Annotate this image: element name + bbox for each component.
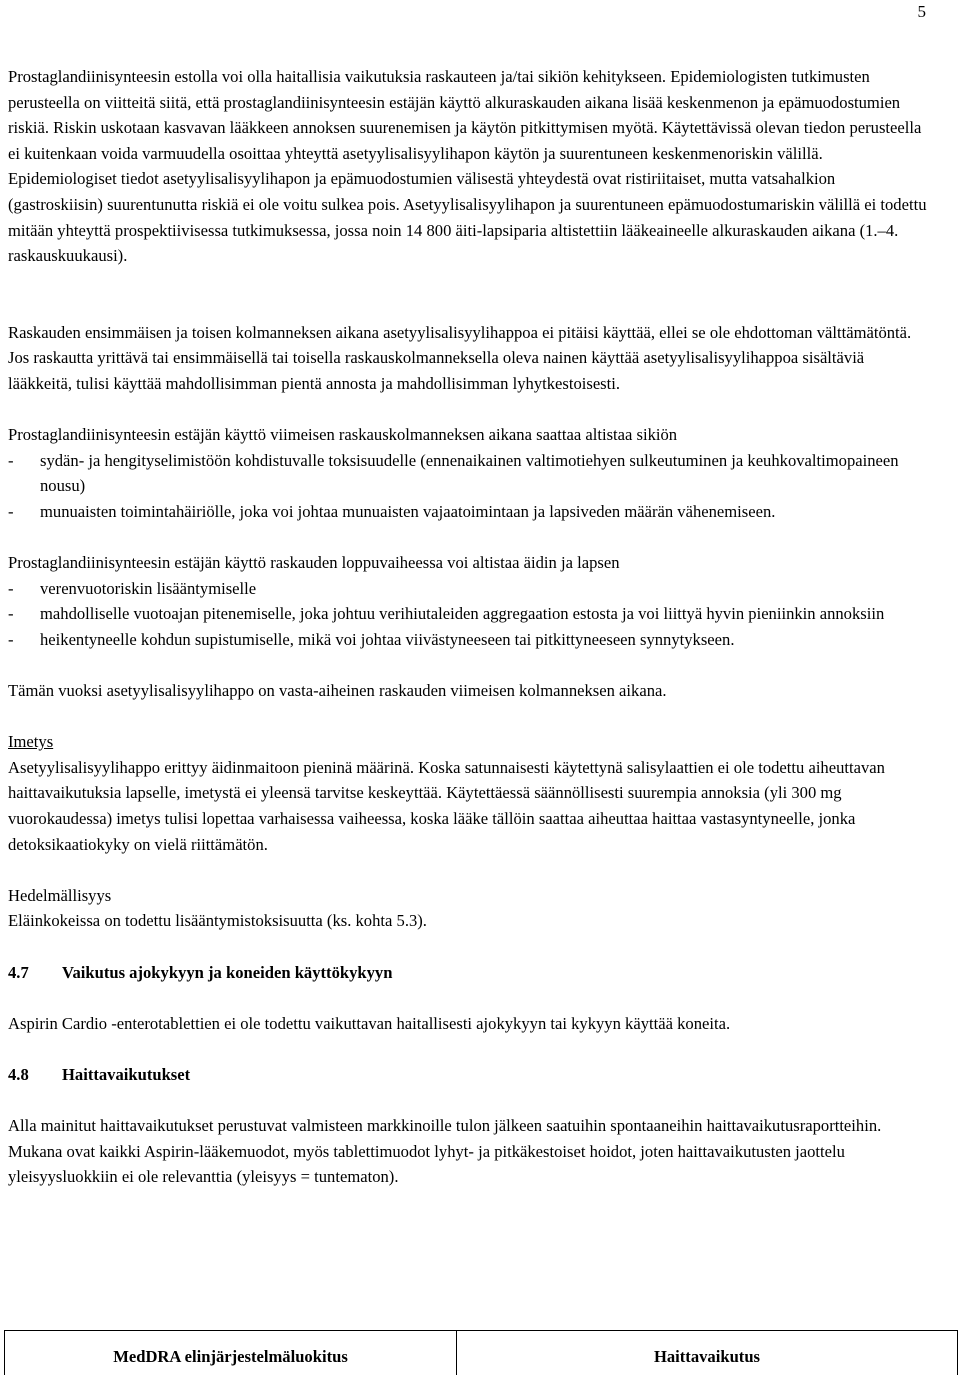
list-item: - heikentyneelle kohdun supistumiselle, mikä voi johtaa viivästyneeseen tai pitkittyneeseen synnytykseen. [8,627,930,653]
page-number: 5 [917,2,926,21]
fetus-risk-list [8,448,930,525]
list-item: - sydän- ja hengityselimistöön kohdistuvalle toksisuudelle (ennenaikainen valtimotiehyen sulkeutuminen ja keuhkovaltimopaineen nousu) [8,448,930,499]
list-dash: - [8,450,14,470]
breastfeeding-text: Asetyylisalisyylihappo erittyy äidinmaitoon pieninä määrinä. Koska satunnaisesti käytettynä salisylaattien ei ole todettu aiheuttavan haittavaikutuksia lapselle, imetystä ei yleensä tarvitse keskeyttää. Käytettäessä säännöllisesti suurempia annoksia (yli 300 mg vuorokaudessa) imetys tulisi lopettaa varhaisessa vaiheessa, koska lääke tällöin saattaa aiheuttaa haittaa vastasyntyneelle, jonka detoksikaatiokyky on vielä riittämätön. [8,757,885,854]
section-title: Vaikutus ajokykyyn ja koneiden käyttökykyyn [62,962,393,982]
section-number: 4.8 [8,1064,29,1084]
table-header-adverse-effect: Haittavaikutus [653,1347,761,1366]
list-dash: - [8,501,14,521]
table-header-organ-class: MedDRA elinjärjestelmäluokitus [5,1331,457,1375]
list-dash: - [8,604,14,624]
section-4-7-heading [8,960,930,986]
section-4-8-heading [8,1062,930,1088]
list-item: - verenvuotoriskin lisääntymiselle [8,576,930,602]
adverse-effects-table-header [4,1330,958,1375]
list-dash: - [8,629,14,649]
late-pregnancy-intro: Prostaglandiinisynteesin estäjän käyttö raskauden loppuvaiheessa voi altistaa äidin ja lapsen [8,553,620,573]
fertility-heading: Hedelmällisyys [8,885,112,905]
section-4-8-text: Alla mainitut haittavaikutukset perustuvat valmisteen markkinoille tulon jälkeen saatuihin spontaaneihin haittavaikutusraportteihin. Mukana ovat kaikki Aspirin-lääkemuodot, myös tablettimuodot lyhyt- ja pitkäkestoiset hoidot, joten haittavaikutusten jaottelu yleisyysluokkiin ei ole relevanttia (yleisyys = tuntematon). [8,1116,882,1187]
list-item: - munuaisten toimintahäiriölle, joka voi johtaa munuaisten vajaatoimintaan ja lapsiveden määrän vähenemiseen. [8,499,930,525]
pregnancy-paragraph-1: Prostaglandiinisynteesin estolla voi olla haitallisia vaikutuksia raskauteen ja/tai sikiön kehitykseen. Epidemiologisten tutkimusten perusteella on viitteitä siitä, että prostaglandiinisynteesin estäjän käyttö alkuraskauden aikana lisää keskenmenon ja epämuodostumien riskiä. Riskin uskotaan kasvavan lääkkeen annoksen suurenemisen ja käytön pitkittymisen myötä. Käytettävissä olevan tiedon perusteella ei kuitenkaan voida varmuudella osoittaa yhteyttä asetyylisalisyylihapon käytön ja suurentuneen keskenmenoriskin välillä. Epidemiologiset tiedot asetyylisalisyylihapon ja epämuodostumien välisestä yhteydestä ovat ristiriitaiset, mutta vatsahalkion (gastroskiisin) suurentunutta riskiä ei ole voitu sulkea pois. Asetyylisalisyylihapon ja suurentuneen epämuodostumariskin välillä ei todettu mitään yhteyttä prospektiivisessa tutkimuksessa, jossa noin 14 800 äiti-lapsiparia altistettiin lääkeaineelle alkuraskauden aikana (1.–4. raskauskuukausi). [8,67,927,266]
breastfeeding-heading: Imetys [8,732,54,752]
fertility-text: Eläinkokeissa on todettu lisääntymistoksisuutta (ks. kohta 5.3). [8,911,427,931]
section-title: Haittavaikutukset [62,1064,191,1084]
contraindication-statement: Tämän vuoksi asetyylisalisyylihappo on vasta-aiheinen raskauden viimeisen kolmanneksen aikana. [8,681,667,701]
section-4-7-text: Aspirin Cardio -enterotablettien ei ole todettu vaikuttavan haitallisesti ajokykyyn tai kykyyn käyttää koneita. [8,1013,731,1033]
document-body [8,64,930,1190]
list-item: - mahdolliselle vuotoajan pitenemiselle, joka johtuu verihiutaleiden aggregaation estosta ja voi liittyä hyvin pieniinkin annoksiin [8,601,930,627]
section-number: 4.7 [8,962,29,982]
mother-child-risk-list [8,576,930,653]
list-dash: - [8,578,14,598]
pregnancy-paragraph-2: Raskauden ensimmäisen ja toisen kolmanneksen aikana asetyylisalisyylihappoa ei pitäisi käyttää, ellei se ole ehdottoman välttämätöntä. Jos raskautta yrittävä tai ensimmäisellä tai toisella raskauskolmanneksella oleva nainen käyttää asetyylisalisyylihappoa sisältäviä lääkkeitä, tulisi käyttää mahdollisimman pientä annosta ja mahdollisimman lyhytkestoisesti. [8,322,912,393]
third-trimester-intro: Prostaglandiinisynteesin estäjän käyttö viimeisen raskauskolmanneksen aikana saattaa altistaa sikiön [8,425,678,445]
